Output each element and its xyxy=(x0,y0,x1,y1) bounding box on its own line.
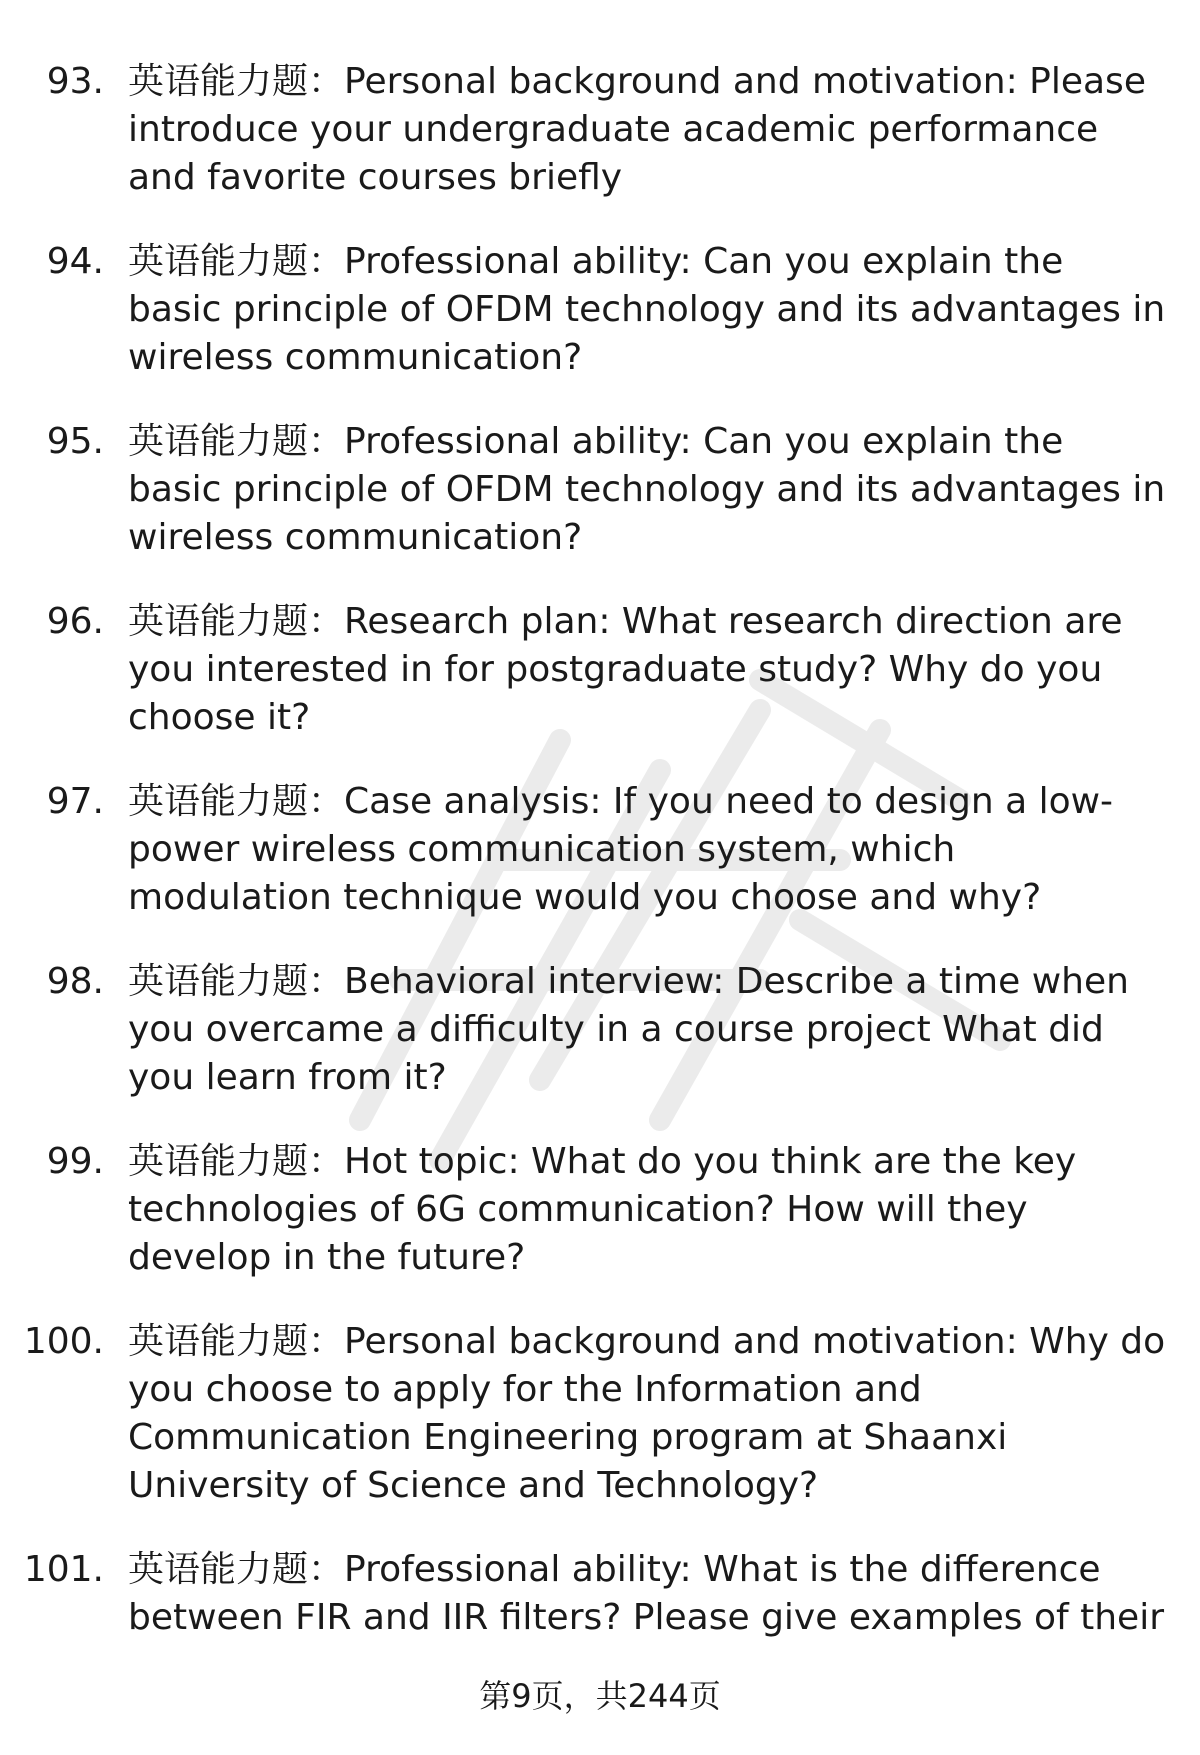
question-category: 英语能力题： xyxy=(128,1321,345,1362)
question-text: Behavioral interview: Describe a time when you overcame a difficulty in a course project What did you learn from it? xyxy=(128,961,1129,1098)
question-list xyxy=(0,58,1200,1678)
question-text: Professional ability: What is the difference between FIR and IIR filters? Please give examples of their xyxy=(128,1549,1165,1638)
question-number: 100. xyxy=(23,1321,104,1362)
question-text: Personal background and motivation: Please introduce your undergraduate academic performance and favorite courses briefly xyxy=(128,61,1146,198)
question-text: Personal background and motivation: Why do you choose to apply for the Information and Communication Engineering program at Shaanxi University of Science and Technology? xyxy=(128,1321,1166,1506)
question-body xyxy=(128,238,1168,382)
question-item xyxy=(0,418,1200,562)
question-category: 英语能力题： xyxy=(128,1141,345,1182)
question-category: 英语能力题： xyxy=(128,781,345,822)
question-number: 98. xyxy=(46,961,104,1002)
page-footer: 第9页，共244页 xyxy=(479,1677,721,1715)
question-item xyxy=(0,598,1200,742)
question-body xyxy=(128,58,1168,202)
question-body xyxy=(128,418,1168,562)
question-text: Professional ability: Can you explain the basic principle of OFDM technology and its advantages in wireless communication? xyxy=(128,421,1166,558)
question-number: 101. xyxy=(23,1549,104,1590)
question-number: 99. xyxy=(46,1141,104,1182)
question-body xyxy=(128,1318,1168,1510)
question-body xyxy=(128,958,1168,1102)
question-number: 97. xyxy=(46,781,104,822)
question-item xyxy=(0,1138,1200,1282)
question-category: 英语能力题： xyxy=(128,241,345,282)
question-number: 95. xyxy=(46,421,104,462)
question-item xyxy=(0,1318,1200,1510)
question-number: 96. xyxy=(46,601,104,642)
question-item xyxy=(0,1546,1200,1642)
question-text: Hot topic: What do you think are the key technologies of 6G communication? How will they develop in the future? xyxy=(128,1141,1077,1278)
question-text: Research plan: What research direction are you interested in for postgraduate study? Why do you choose it? xyxy=(128,601,1123,738)
question-body xyxy=(128,1138,1168,1282)
question-item xyxy=(0,238,1200,382)
question-number: 93. xyxy=(46,61,104,102)
question-item xyxy=(0,58,1200,202)
question-body xyxy=(128,1546,1168,1642)
question-text: Case analysis: If you need to design a low-power wireless communication system, which modulation technique would you choose and why? xyxy=(128,781,1114,918)
question-number: 94. xyxy=(46,241,104,282)
question-item xyxy=(0,958,1200,1102)
question-category: 英语能力题： xyxy=(128,421,345,462)
question-category: 英语能力题： xyxy=(128,601,345,642)
question-category: 英语能力题： xyxy=(128,1549,345,1590)
question-body xyxy=(128,778,1168,922)
question-text: Professional ability: Can you explain the basic principle of OFDM technology and its advantages in wireless communication? xyxy=(128,241,1166,378)
question-body xyxy=(128,598,1168,742)
question-category: 英语能力题： xyxy=(128,961,345,1002)
question-category: 英语能力题： xyxy=(128,61,345,102)
question-item xyxy=(0,778,1200,922)
